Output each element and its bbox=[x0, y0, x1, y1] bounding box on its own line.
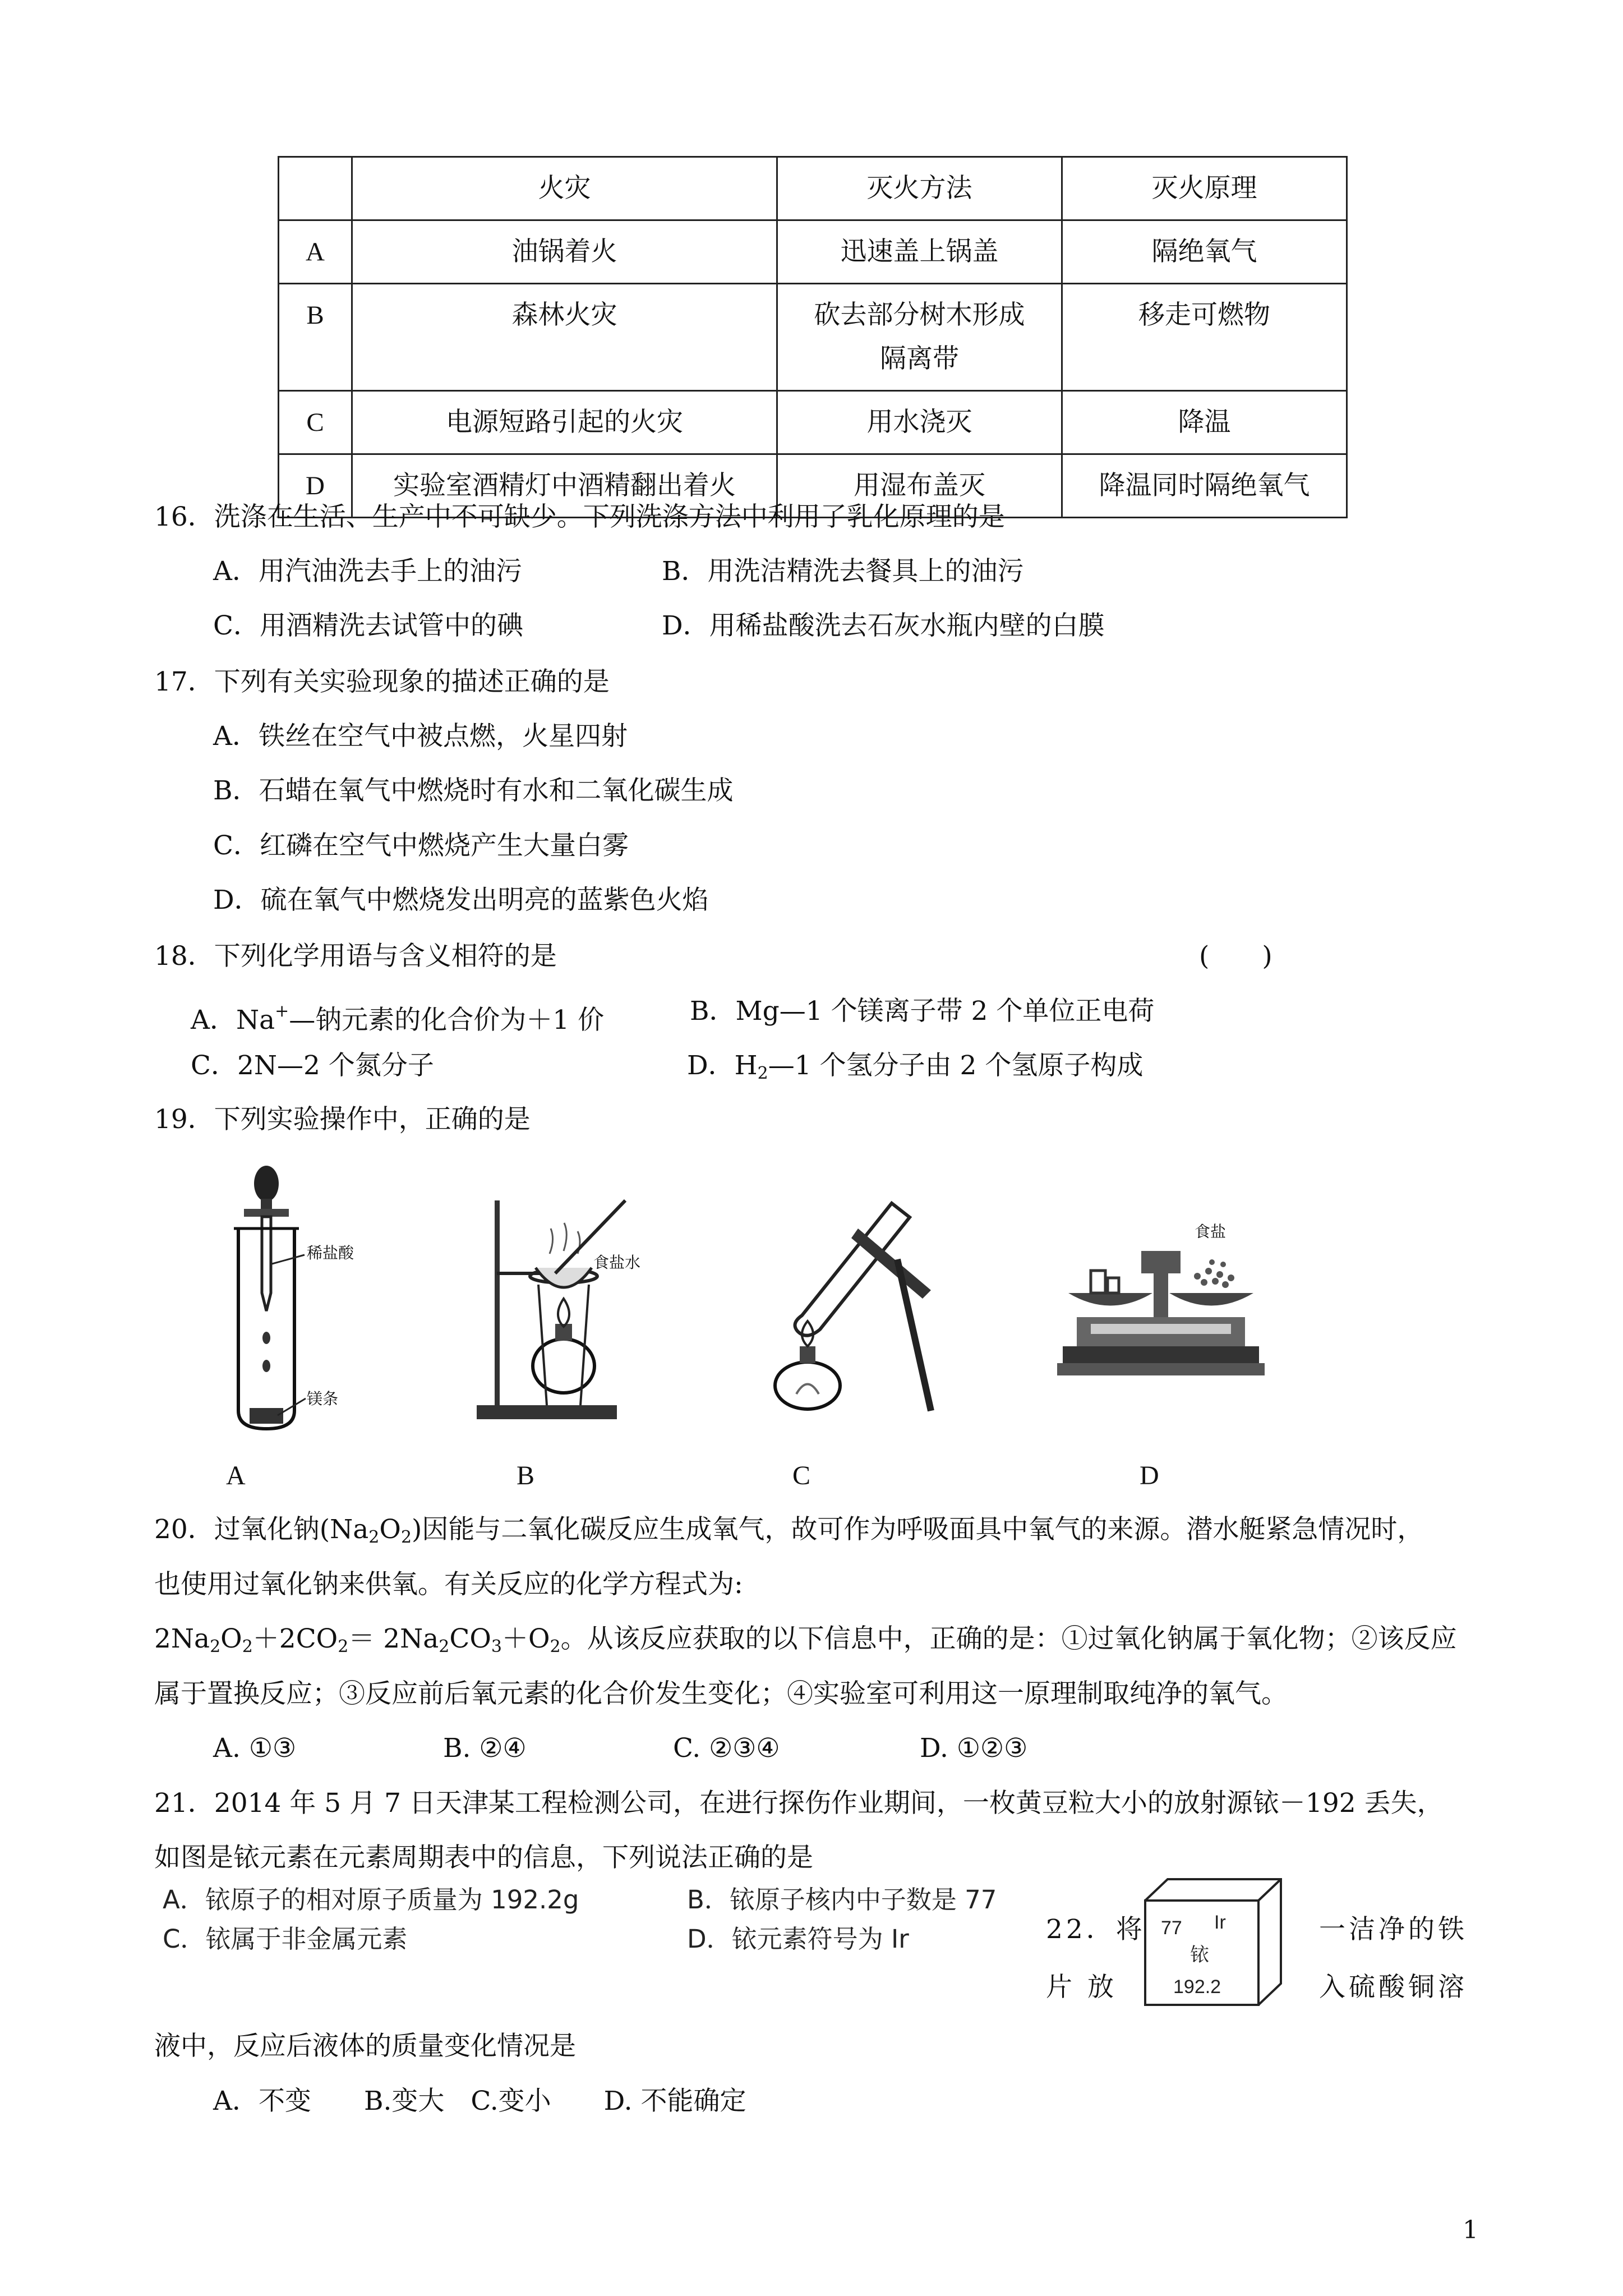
subscript: 2 bbox=[400, 1527, 412, 1547]
question-22-text: 片 放 bbox=[1046, 1972, 1117, 2003]
fire-cell: 油锅着火 bbox=[352, 220, 777, 284]
q20-text: 20．过氧化钠(Na bbox=[154, 1514, 369, 1545]
option-a bbox=[191, 995, 604, 1037]
q20-text: )因能与二氧化碳反应生成氧气，故可作为呼吸面具中氧气的来源。潜水艇紧急情况时， bbox=[412, 1514, 1424, 1545]
row-label: A bbox=[279, 220, 352, 284]
table-header-cell: 灭火原理 bbox=[1062, 157, 1347, 220]
answer-parentheses: ( ) bbox=[1199, 941, 1272, 972]
element-name: 铱 bbox=[1190, 1944, 1209, 1966]
chemical-equation: $2Na_2O_2+2CO_2= 2Na_2CO_3+O_2$。 bbox=[154, 1623, 587, 1657]
q20-text: O bbox=[379, 1514, 401, 1545]
option-b: B．石蜡在氧气中燃烧时有水和二氧化碳生成 bbox=[213, 775, 734, 806]
question-21-line-2: 如图是铱元素在元素周期表中的信息，下列说法正确的是 bbox=[154, 1842, 813, 1873]
method-line: 砍去部分树木形成 bbox=[814, 300, 1025, 330]
acid-label: 稀盐酸 bbox=[307, 1244, 354, 1262]
figure-caption-b: B bbox=[517, 1461, 535, 1490]
principle-cell: 移走可燃物 bbox=[1062, 284, 1347, 391]
method-cell: 用湿布盖灭 bbox=[777, 454, 1062, 518]
table-header-cell bbox=[279, 157, 352, 220]
atomic-mass: 192.2 bbox=[1173, 1976, 1221, 1998]
fire-cell: 实验室酒精灯中酒精翻出着火 bbox=[352, 454, 777, 518]
row-label: D bbox=[279, 454, 352, 518]
method-cell: 迅速盖上锅盖 bbox=[777, 220, 1062, 284]
question-22-line-3: 液中，反应后液体的质量变化情况是 bbox=[154, 2031, 576, 2062]
option-text: D．H bbox=[687, 1050, 758, 1081]
option-d: D．铱元素符号为 Ir bbox=[687, 1924, 909, 1954]
element-symbol: Ir bbox=[1214, 1912, 1226, 1933]
question-18-stem: 18．下列化学用语与含义相符的是 bbox=[154, 941, 557, 972]
iridium-element-cell bbox=[1144, 1878, 1282, 2006]
question-20-line-2: 也使用过氧化钠来供氧。有关反应的化学方程式为: bbox=[154, 1569, 743, 1600]
option-text: —钠元素的化合价为＋1 价 bbox=[289, 1005, 605, 1036]
method-cell bbox=[777, 284, 1062, 391]
table-row bbox=[279, 284, 1347, 391]
question-22-text: 22．将 bbox=[1046, 1914, 1146, 1945]
option-d bbox=[687, 1049, 1143, 1091]
option-text: A．Na bbox=[191, 1005, 275, 1036]
figure-caption-a: A bbox=[226, 1461, 246, 1490]
option-c: C．铱属于非金属元素 bbox=[163, 1924, 408, 1954]
principle-cell: 降温 bbox=[1062, 391, 1347, 454]
row-label: C bbox=[279, 391, 352, 454]
question-20-line-4: 属于置换反应；③反应前后氧元素的化合价发生变化；④实验室可利用这一原理制取纯净的氧气。 bbox=[154, 1678, 1288, 1709]
heating-test-tube-illustration bbox=[763, 1186, 948, 1422]
principle-cell: 隔绝氧气 bbox=[1062, 220, 1347, 284]
table-row bbox=[279, 220, 1347, 284]
figure-caption-d: D bbox=[1140, 1461, 1159, 1490]
figure-caption-c: C bbox=[792, 1461, 811, 1490]
question-16-stem: 16．洗涤在生活、生产中不可缺少。下列洗涤方法中利用了乳化原理的是 bbox=[154, 501, 1005, 532]
method-line: 隔离带 bbox=[880, 343, 959, 374]
table-header-cell: 灭火方法 bbox=[777, 157, 1062, 220]
page-number: 1 bbox=[1463, 2216, 1478, 2244]
question-19-stem: 19．下列实验操作中，正确的是 bbox=[154, 1104, 531, 1135]
principle-cell: 降温同时隔绝氧气 bbox=[1062, 454, 1347, 518]
q20-text: 从该反应获取的以下信息中，正确的是：①过氧化钠属于氧化物；②该反应 bbox=[587, 1623, 1457, 1654]
salt-label: 食盐 bbox=[1195, 1222, 1227, 1241]
option-a: A. ①③ bbox=[213, 1733, 297, 1764]
evaporation-illustration bbox=[471, 1189, 673, 1425]
option-c: C．红磷在空气中燃烧产生大量白雾 bbox=[213, 830, 629, 861]
magnesium-label: 镁条 bbox=[307, 1389, 339, 1408]
option-c: C．2N—2 个氮分子 bbox=[191, 1050, 434, 1081]
question-22-text: 入硫酸铜溶 bbox=[1319, 1972, 1468, 2003]
option-a: A．铁丝在空气中被点燃，火星四射 bbox=[213, 721, 628, 752]
option-b: B．用洗洁精洗去餐具上的油污 bbox=[662, 556, 1024, 587]
question-20-line-1 bbox=[154, 1513, 1423, 1554]
option-d: D. ①②③ bbox=[920, 1733, 1028, 1764]
question-22-options: A．不变 B.变大 C.变小 D. 不能确定 bbox=[213, 2086, 746, 2116]
table-header-row bbox=[279, 157, 1347, 220]
option-text: —1 个氢分子由 2 个氢原子构成 bbox=[768, 1050, 1144, 1081]
option-b: B．Mg—1 个镁离子带 2 个单位正电荷 bbox=[690, 996, 1155, 1027]
atomic-number: 77 bbox=[1161, 1917, 1182, 1939]
subscript: 2 bbox=[757, 1064, 768, 1083]
fire-table bbox=[278, 156, 1348, 518]
balance-illustration bbox=[1057, 1212, 1265, 1391]
salt-water-label: 食盐水 bbox=[593, 1253, 641, 1272]
question-22-text: 一洁净的铁 bbox=[1319, 1914, 1468, 1945]
subscript: 2 bbox=[368, 1527, 380, 1547]
option-b: B．铱原子核内中子数是 77 bbox=[687, 1885, 997, 1915]
option-c: C．用酒精洗去试管中的碘 bbox=[213, 610, 523, 641]
option-d: D．硫在氧气中燃烧发出明亮的蓝紫色火焰 bbox=[213, 885, 709, 915]
option-a: A．用汽油洗去手上的油污 bbox=[213, 556, 522, 587]
question-21-line-1: 21．2014 年 5 月 7 日天津某工程检测公司，在进行探伤作业期间，一枚黄豆粒大小的放射源铱－192 丢失， bbox=[154, 1788, 1444, 1819]
option-c: C. ②③④ bbox=[673, 1733, 780, 1764]
dropper-test-tube-illustration bbox=[222, 1164, 367, 1433]
fire-cell: 森林火灾 bbox=[352, 284, 777, 391]
method-cell: 用水浇灭 bbox=[777, 391, 1062, 454]
table-row bbox=[279, 391, 1347, 454]
row-label: B bbox=[279, 284, 352, 391]
superscript: + bbox=[275, 1001, 289, 1021]
table-header-cell: 火灾 bbox=[352, 157, 777, 220]
question-17-stem: 17．下列有关实验现象的描述正确的是 bbox=[154, 666, 610, 697]
question-20-line-3 bbox=[154, 1622, 1457, 1664]
option-d: D．用稀盐酸洗去石灰水瓶内壁的白膜 bbox=[662, 610, 1105, 641]
option-b: B. ②④ bbox=[443, 1733, 527, 1764]
fire-cell: 电源短路引起的火灾 bbox=[352, 391, 777, 454]
option-a: A．铱原子的相对原子质量为 192.2g bbox=[163, 1885, 579, 1915]
